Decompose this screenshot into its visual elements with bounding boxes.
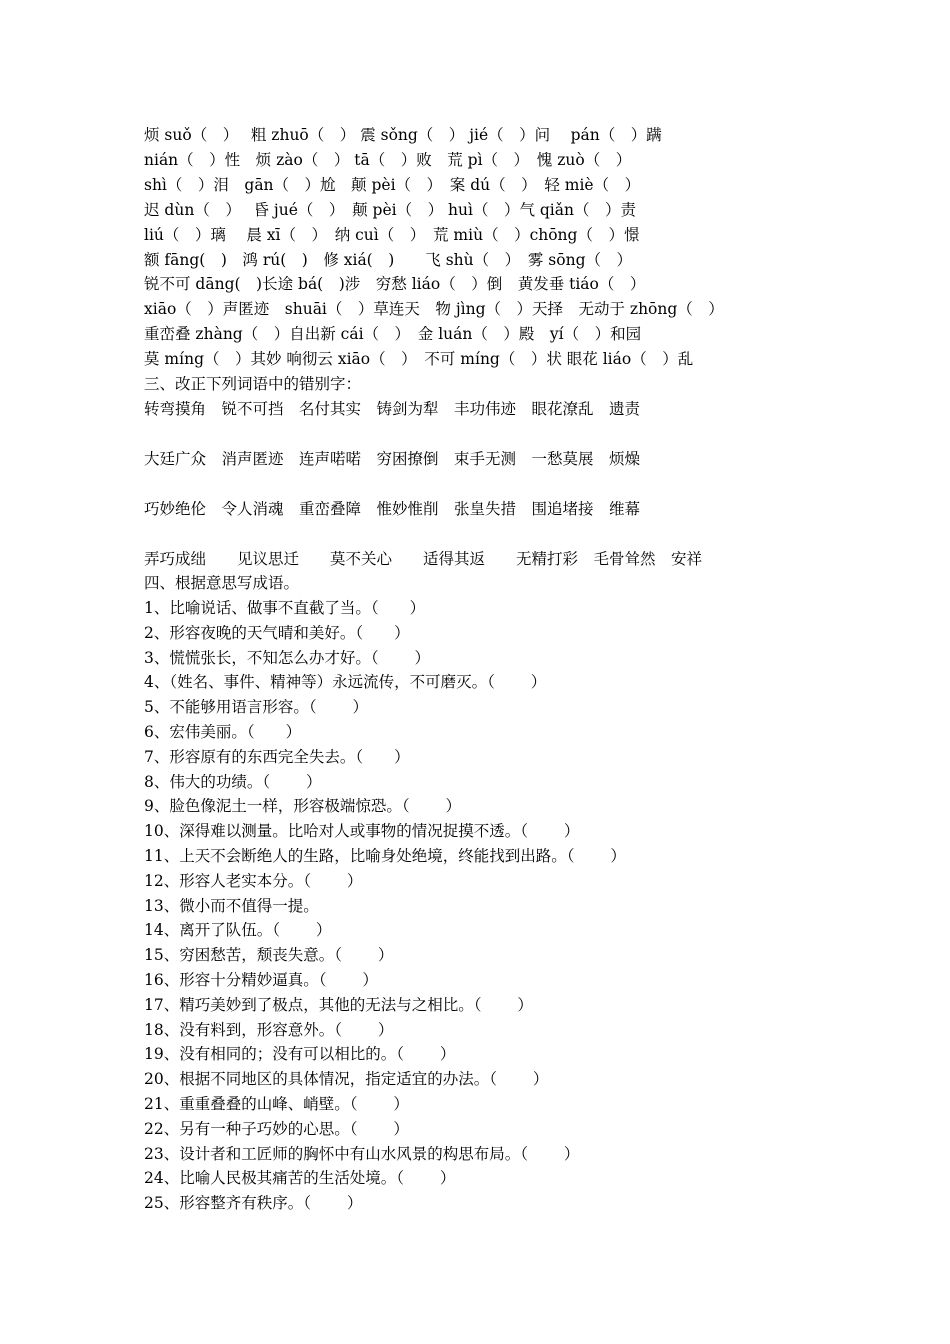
pinyin-line: 莫 míng（ ）其妙 响彻云 xiāo（ ） 不可 míng（ ）状 眼花 liáo（ ）乱	[144, 350, 694, 369]
idiom-item: 25、形容整齐有秩序。（ ）	[144, 1194, 363, 1213]
pinyin-line: nián（ ）性 烦 zào（ ） tā（ ）败 荒 pì（ ） 愧 zuò（ ）	[144, 150, 632, 169]
idiom-item: 20、根据不同地区的具体情况，指定适宜的办法。（ ）	[144, 1070, 549, 1089]
idiom-item: 21、重重叠叠的山峰、峭壁。（ ）	[144, 1095, 409, 1113]
typo-line: 巧妙绝伦 令人消魂 重峦叠障 惟妙惟削 张皇失措 围追堵接 维幕	[144, 500, 641, 518]
pinyin-line: 锐不可 dāng( )长途 bá( )涉 穷愁 liáo（ ）倒 黄发垂 tiáo（ ）	[144, 275, 646, 294]
typo-line: 转弯摸角 锐不可挡 名付其实 铸剑为犁 丰功伟迹 眼花潦乱 遗责	[144, 400, 641, 418]
idiom-item: 24、比喻人民极其痛苦的生活处境。（ ）	[144, 1169, 456, 1188]
pinyin-line: 额 fāng( ) 鸿 rú( ) 修 xiá( ) 飞 shù（ ） 雾 sōng（ ）	[144, 250, 632, 269]
idiom-item: 13、微小而不值得一提。	[144, 896, 319, 915]
idiom-item: 4、（姓名、事件、精神等）永远流传，不可磨灭。（ ）	[144, 673, 547, 692]
idiom-item: 23、设计者和工匠师的胸怀中有山水风景的构思布局。（ ）	[144, 1144, 580, 1163]
idiom-item: 17、精巧美妙到了极点，其他的无法与之相比。（ ）	[144, 995, 533, 1014]
typo-line: 大廷广众 消声匿迹 连声喏喏 穷困撩倒 束手无测 一愁莫展 烦燥	[144, 450, 641, 468]
idiom-item: 3、慌慌张长，不知怎么办才好。（ ）	[144, 648, 431, 667]
idiom-item: 2、形容夜晚的天气晴和美好。（ ）	[144, 623, 410, 642]
idiom-item: 6、宏伟美丽。（ ）	[144, 723, 302, 741]
idiom-item: 19、没有相同的；没有可以相比的。（ ）	[144, 1045, 456, 1064]
pinyin-line: 迟 dùn（ ） 昏 jué（ ） 颠 pèi（ ） huì（ ）气 qiǎn（ ）责	[144, 200, 636, 219]
idiom-item: 12、形容人老实本分。（ ）	[144, 871, 363, 890]
idiom-item: 18、没有料到，形容意外。（ ）	[144, 1020, 394, 1039]
typo-line: 弄巧成绌 见议思迁 莫不关心 适得其返 无精打彩 毛骨耸然 安祥	[144, 550, 703, 568]
idiom-item: 14、离开了队伍。（ ）	[144, 921, 332, 940]
idiom-item: 22、另有一种子巧妙的心思。（ ）	[144, 1119, 409, 1138]
idiom-item: 10、深得难以测量。比哈对人或事物的情况捉摸不透。（ ）	[144, 822, 580, 841]
idiom-item: 5、不能够用语言形容。（ ）	[144, 698, 369, 717]
idiom-item: 16、形容十分精妙逼真。（ ）	[144, 971, 378, 989]
idiom-item: 11、上天不会断绝人的生路，比喻身处绝境，终能找到出路。（ ）	[144, 847, 626, 865]
pinyin-line: shì（ ）泪 gān（ ）尬 颠 pèi（ ） 案 dú（ ） 轻 miè（ ）	[144, 175, 641, 194]
idiom-item: 7、形容原有的东西完全失去。（ ）	[144, 747, 410, 766]
pinyin-line: 重峦叠 zhàng（ ）自出新 cái（ ） 金 luán（ ）殿 yí（ ）和园	[144, 325, 642, 344]
idiom-item: 8、伟大的功绩。（ ）	[144, 772, 322, 791]
idiom-item: 15、穷困愁苦，颓丧失意。（ ）	[144, 946, 394, 965]
pinyin-line: liú（ ）璃 晨 xī（ ） 纳 cuì（ ） 荒 miù（ ）chōng（ ）憬	[144, 225, 640, 244]
idiom-item: 9、脸色像泥土一样，形容极端惊恐。（ ）	[144, 797, 462, 816]
pinyin-line: xiāo（ ）声匿迹 shuāi（ ）草连天 物 jìng（ ）天择 无动于 zhōng（ ）	[144, 300, 724, 319]
section-3-title: 三、改正下列词语中的错别字：	[144, 375, 362, 393]
section-4-title: 四、根据意思写成语。	[144, 574, 300, 592]
pinyin-line: 烦 suǒ（ ） 粗 zhuō（ ） 震 sǒng（ ） jié（ ）问 pán（ ）蹒	[144, 126, 662, 144]
idiom-item: 1、比喻说话、做事不直截了当。（ ）	[144, 599, 426, 617]
